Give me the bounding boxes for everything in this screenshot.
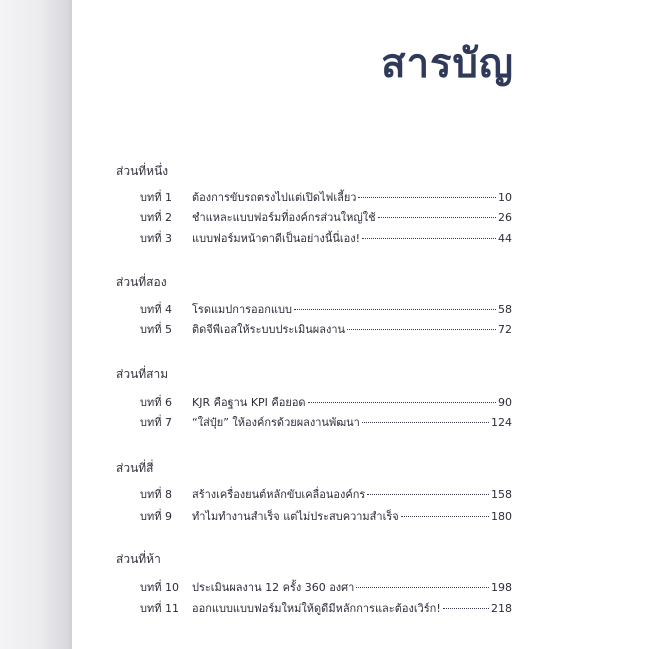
chapter-title: ทำไมทำงานสำเร็จ แต่ไม่ประสบความสำเร็จ bbox=[192, 510, 399, 523]
chapter-title: โรดแมปการออกแบบ bbox=[192, 303, 292, 316]
chapter-label: บทที่ 7 bbox=[140, 416, 172, 429]
dot-leader bbox=[347, 329, 496, 330]
chapter-title: ประเมินผลงาน 12 ครั้ง 360 องศา bbox=[192, 581, 355, 594]
toc-entry[interactable] bbox=[140, 322, 512, 338]
chapter-title: “ใส่ปุ๋ย” ให้องค์กรด้วยผลงานพัฒนา bbox=[192, 416, 360, 429]
chapter-title: KJR คือฐาน KPI คือยอด bbox=[192, 396, 306, 409]
section-heading-4: ส่วนที่สี่ bbox=[116, 461, 154, 475]
toc-entry[interactable] bbox=[140, 302, 512, 318]
chapter-label: บทที่ 3 bbox=[140, 232, 172, 245]
page-number: 58 bbox=[498, 303, 512, 316]
dot-leader bbox=[294, 309, 496, 310]
chapter-title: ชำแหละแบบฟอร์มที่องค์กรส่วนใหญ่ใช้ bbox=[192, 211, 376, 224]
toc-entry[interactable] bbox=[140, 231, 512, 247]
page-number: 26 bbox=[498, 211, 512, 224]
dot-leader bbox=[378, 217, 496, 218]
section-heading-3: ส่วนที่สาม bbox=[116, 367, 169, 381]
chapter-label: บทที่ 5 bbox=[140, 323, 172, 336]
chapter-label: บทที่ 9 bbox=[140, 510, 172, 523]
toc-entry[interactable] bbox=[140, 601, 512, 617]
chapter-label: บทที่ 8 bbox=[140, 488, 172, 501]
chapter-label: บทที่ 11 bbox=[140, 602, 179, 615]
toc-entry[interactable] bbox=[140, 395, 512, 411]
page-number: 198 bbox=[491, 581, 512, 594]
chapter-title: แบบฟอร์มหน้าตาดีเป็นอย่างนี้นี่เอง! bbox=[192, 232, 361, 245]
dot-leader bbox=[358, 197, 496, 198]
section-heading-2: ส่วนที่สอง bbox=[116, 275, 167, 289]
dot-leader bbox=[356, 587, 489, 588]
page-number: 158 bbox=[491, 488, 512, 501]
page-gutter-shadow bbox=[0, 0, 72, 649]
dot-leader bbox=[308, 402, 496, 403]
section-heading-1: ส่วนที่หนึ่ง bbox=[116, 164, 169, 178]
dot-leader bbox=[367, 494, 489, 495]
chapter-title: ต้องการขับรถตรงไปแต่เปิดไฟเลี้ยว bbox=[192, 191, 357, 204]
chapter-label: บทที่ 1 bbox=[140, 191, 172, 204]
dot-leader bbox=[443, 608, 489, 609]
chapter-title: ติดจีพีเอสให้ระบบประเมินผลงาน bbox=[192, 323, 346, 336]
toc-entry[interactable] bbox=[140, 487, 512, 503]
page-title: สารบัญ bbox=[381, 41, 514, 87]
toc-entry[interactable] bbox=[140, 415, 512, 431]
page-number: 72 bbox=[498, 323, 512, 336]
toc-entry[interactable] bbox=[140, 190, 512, 206]
dot-leader bbox=[401, 516, 489, 517]
page-number: 90 bbox=[498, 396, 512, 409]
chapter-title: ออกแบบแบบฟอร์มใหม่ให้ดูดีมีหลักการและต้องเวิร์ก! bbox=[192, 602, 441, 615]
page-number: 218 bbox=[491, 602, 512, 615]
toc-entry[interactable] bbox=[140, 580, 512, 596]
chapter-label: บทที่ 6 bbox=[140, 396, 172, 409]
page-number: 44 bbox=[498, 232, 512, 245]
toc-entry[interactable] bbox=[140, 509, 512, 525]
chapter-label: บทที่ 10 bbox=[140, 581, 179, 594]
page-number: 180 bbox=[491, 510, 512, 523]
page-number: 10 bbox=[498, 191, 512, 204]
dot-leader bbox=[362, 238, 496, 239]
chapter-label: บทที่ 4 bbox=[140, 303, 172, 316]
dot-leader bbox=[362, 422, 489, 423]
chapter-title: สร้างเครื่องยนต์หลักขับเคลื่อนองค์กร bbox=[192, 488, 366, 501]
chapter-label: บทที่ 2 bbox=[140, 211, 172, 224]
section-heading-5: ส่วนที่ห้า bbox=[116, 552, 161, 566]
toc-entry[interactable] bbox=[140, 210, 512, 226]
page-number: 124 bbox=[491, 416, 512, 429]
